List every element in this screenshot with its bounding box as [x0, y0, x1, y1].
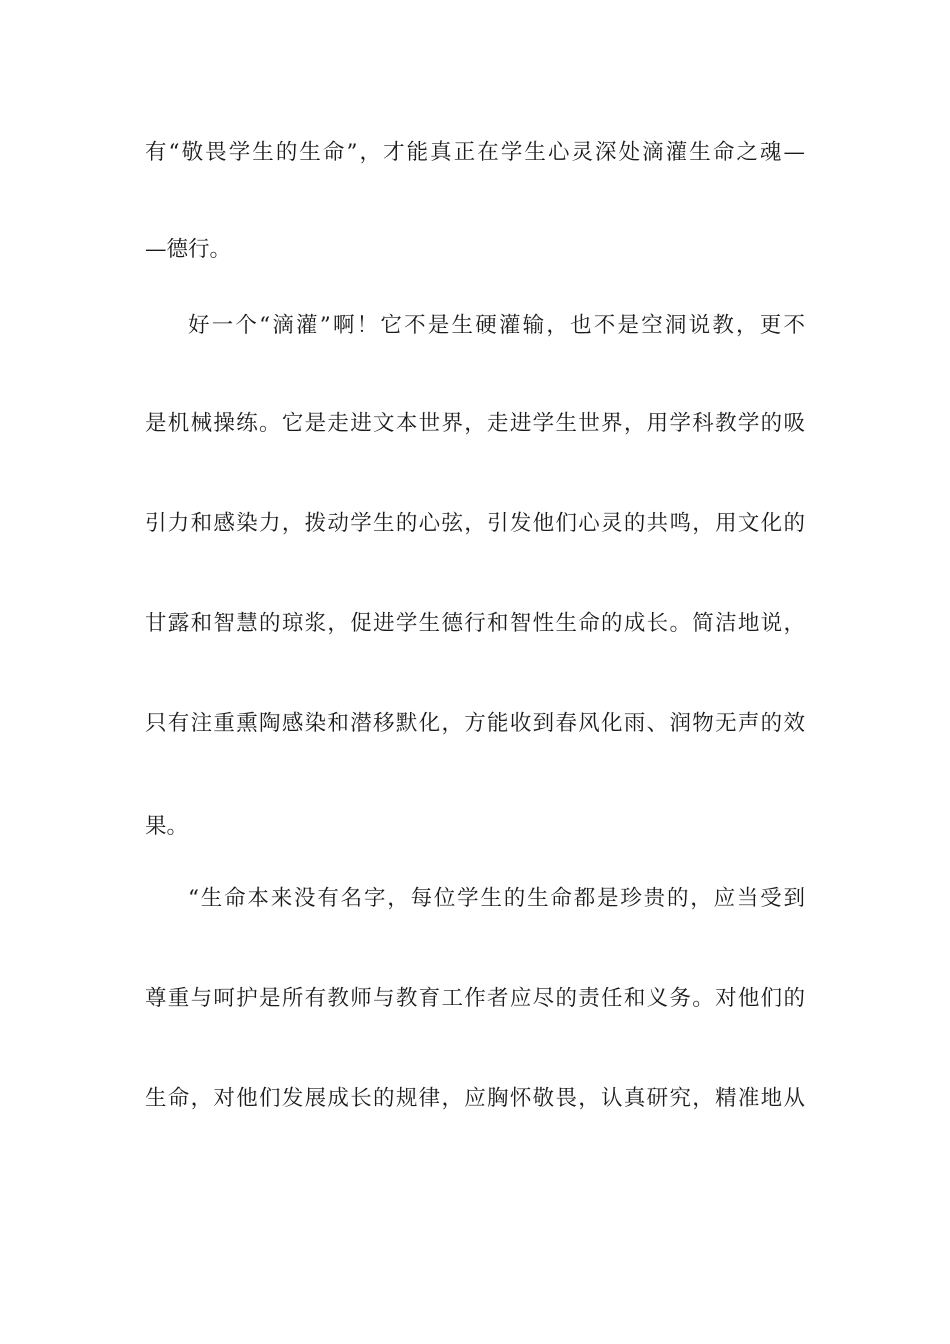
text-line: “生命本来没有名字，每位学生的生命都是珍贵的，应当受到: [188, 886, 805, 911]
text-line: 有“敬畏学生的生命”，才能真正在学生心灵深处滴灌生命之魂—: [145, 140, 805, 165]
text-line: 只有注重熏陶感染和潜移默化，方能收到春风化雨、润物无声的效: [145, 711, 805, 736]
text-line: 引力和感染力，拨动学生的心弦，引发他们心灵的共鸣，用文化的: [145, 511, 805, 536]
text-line: 好一个“滴灌”啊！它不是生硬灌输，也不是空洞说教，更不: [188, 313, 805, 338]
text-line: 果。: [145, 814, 189, 839]
text-line: 生命，对他们发展成长的规律，应胸怀敬畏，认真研究，精准地从: [145, 1086, 805, 1111]
text-line: 是机械操练。它是走进文本世界，走进学生世界，用学科教学的吸: [145, 411, 805, 436]
text-line: 甘露和智慧的琼浆，促进学生德行和智性生命的成长。简洁地说，: [145, 611, 805, 636]
text-line: 尊重与呵护是所有教师与教育工作者应尽的责任和义务。对他们的: [145, 986, 805, 1011]
text-line: —德行。: [145, 237, 232, 262]
